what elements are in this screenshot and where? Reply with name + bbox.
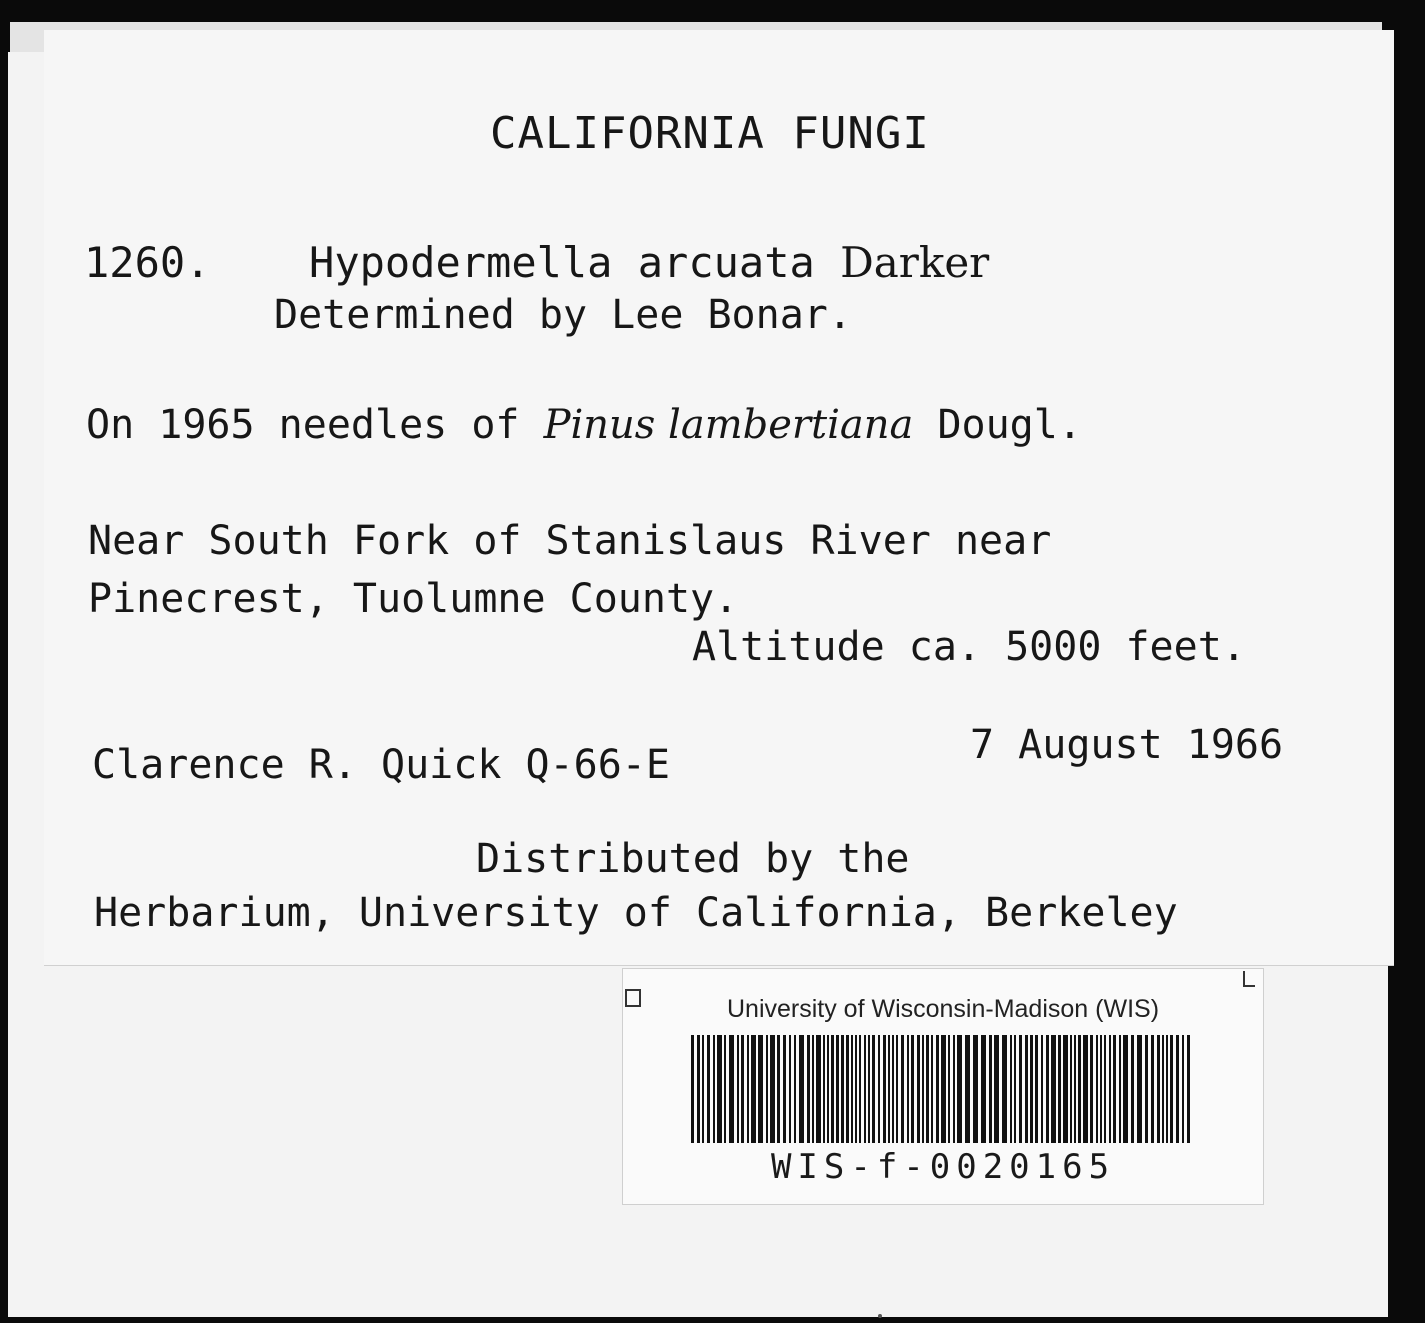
barcode-bar [941, 1035, 946, 1143]
barcode-bar [1182, 1035, 1184, 1143]
barcode-bar [1014, 1035, 1016, 1143]
barcode-bar [994, 1035, 999, 1143]
barcode-bar [758, 1035, 763, 1143]
barcode-bar [953, 1035, 955, 1143]
barcode-bar [691, 1035, 694, 1143]
barcode-bar [917, 1035, 920, 1143]
barcode-bar [888, 1035, 890, 1143]
host-name: Pinus lambertiana [543, 402, 914, 448]
distributed-line-1: Distributed by the [476, 836, 910, 882]
barcode-bar [1010, 1035, 1012, 1143]
barcode-bar [1187, 1035, 1190, 1143]
barcode-bar [1070, 1035, 1072, 1143]
barcode-bar [1096, 1035, 1098, 1143]
barcode-bar [1137, 1035, 1142, 1143]
collection-date: 7 August 1966 [970, 722, 1284, 768]
barcode-bar [777, 1035, 780, 1143]
barcode-bar [1074, 1035, 1076, 1143]
barcode-bar [911, 1035, 914, 1143]
barcode-bar [702, 1035, 704, 1143]
collector-line: Clarence R. Quick Q-66-E [92, 742, 670, 788]
mark-dot [878, 1314, 882, 1318]
barcode-bar [1151, 1035, 1154, 1143]
barcode-bar [1058, 1035, 1061, 1143]
barcode-bar [896, 1035, 898, 1143]
barcode-bar [1046, 1035, 1049, 1143]
barcode-bar [807, 1035, 810, 1143]
genus-name: Hypodermella [309, 238, 613, 287]
barcode-bar [729, 1035, 734, 1143]
barcode-bar [1131, 1035, 1134, 1143]
barcode-bar [770, 1035, 775, 1143]
taxon-author: Darker [840, 238, 990, 287]
barcode-bar [1145, 1035, 1148, 1143]
barcode-bar [926, 1035, 929, 1143]
barcode-bar [883, 1035, 886, 1143]
barcode-bar [831, 1035, 834, 1143]
barcode-bar [1113, 1035, 1116, 1143]
barcode-bar [1030, 1035, 1033, 1143]
barcode-bar [1063, 1035, 1068, 1143]
locality-line-2: Pinecrest, Tuolumne County. [88, 576, 739, 622]
barcode-bar [836, 1035, 839, 1143]
barcode-bar [892, 1035, 894, 1143]
barcode-bar [841, 1035, 844, 1143]
barcode-bar [1170, 1035, 1173, 1143]
barcode-bar [1176, 1035, 1179, 1143]
taxon-line [84, 238, 989, 287]
label-heading: CALIFORNIA FUNGI [490, 108, 930, 159]
specimen-label [44, 30, 1394, 966]
barcode-bar [1100, 1035, 1102, 1143]
barcode-bar [1090, 1035, 1093, 1143]
species-epithet: arcuata [637, 238, 815, 287]
barcode-bar [783, 1035, 786, 1143]
barcode-bar [973, 1035, 978, 1143]
barcode-bar [846, 1035, 849, 1143]
barcode-bar [1157, 1035, 1160, 1143]
barcode-bar [931, 1035, 933, 1143]
barcode-bar [794, 1035, 796, 1143]
barcode-bar [859, 1035, 861, 1143]
barcode-bar [1002, 1035, 1007, 1143]
host-prefix: On 1965 needles of [86, 402, 520, 448]
barcode-bar [907, 1035, 909, 1143]
barcode-bar [901, 1035, 904, 1143]
catalog-number: WIS-f-0020165 [770, 1147, 1116, 1187]
barcode-bar [799, 1035, 804, 1143]
barcode-bar [1051, 1035, 1056, 1143]
barcode-bar [1166, 1035, 1168, 1143]
barcode-bar [855, 1035, 857, 1143]
barcode-bar [936, 1035, 939, 1143]
barcode-bar [1123, 1035, 1128, 1143]
barcode-bar [1162, 1035, 1164, 1143]
barcode-bar [1083, 1035, 1088, 1143]
barcode-bar [965, 1035, 970, 1143]
barcode-bar [713, 1035, 715, 1143]
corner-mark-icon [1243, 971, 1255, 987]
barcode-bar [816, 1035, 821, 1143]
barcode-bar [1104, 1035, 1106, 1143]
host-line [86, 402, 1082, 448]
barcode-bar [827, 1035, 829, 1143]
barcode-bar [717, 1035, 722, 1143]
locality-line-1: Near South Fork of Stanislaus River near [88, 518, 1052, 564]
barcode-bar [741, 1035, 744, 1143]
barcode-bar [851, 1035, 853, 1143]
institution-name: University of Wisconsin-Madison (WIS) [726, 995, 1160, 1023]
barcode-bar [1025, 1035, 1028, 1143]
barcode-bar [724, 1035, 726, 1143]
barcode-bar [1019, 1035, 1022, 1143]
barcode-bar [751, 1035, 756, 1143]
determiner-line: Determined by Lee Bonar. [274, 292, 852, 338]
barcode-bar [1078, 1035, 1081, 1143]
barcode-bar [1109, 1035, 1111, 1143]
barcode-bar [981, 1035, 986, 1143]
barcode-bar [812, 1035, 814, 1143]
barcode-bar [697, 1035, 700, 1143]
barcode-bar [1035, 1035, 1038, 1143]
host-author: Dougl. [937, 402, 1082, 448]
barcode-bar [1041, 1035, 1043, 1143]
barcode-bar [864, 1035, 866, 1143]
barcode-bar [1119, 1035, 1121, 1143]
barcode-bar [948, 1035, 950, 1143]
barcode-bar [872, 1035, 875, 1143]
barcode-bar [747, 1035, 749, 1143]
distributed-line-2: Herbarium, University of California, Berkeley [94, 890, 1178, 936]
barcode-bar [707, 1035, 710, 1143]
altitude-line: Altitude ca. 5000 feet. [692, 624, 1246, 670]
barcode-bar [789, 1035, 791, 1143]
barcode-image [691, 1035, 1197, 1143]
barcode-bar [878, 1035, 880, 1143]
barcode-label [622, 968, 1264, 1205]
barcode-bar [868, 1035, 870, 1143]
barcode-bar [823, 1035, 825, 1143]
exsiccata-number: 1260. [84, 238, 211, 287]
barcode-bar [957, 1035, 962, 1143]
barcode-bar [766, 1035, 768, 1143]
barcode-bar [989, 1035, 992, 1143]
barcode-bar [737, 1035, 739, 1143]
barcode-bar [922, 1035, 924, 1143]
